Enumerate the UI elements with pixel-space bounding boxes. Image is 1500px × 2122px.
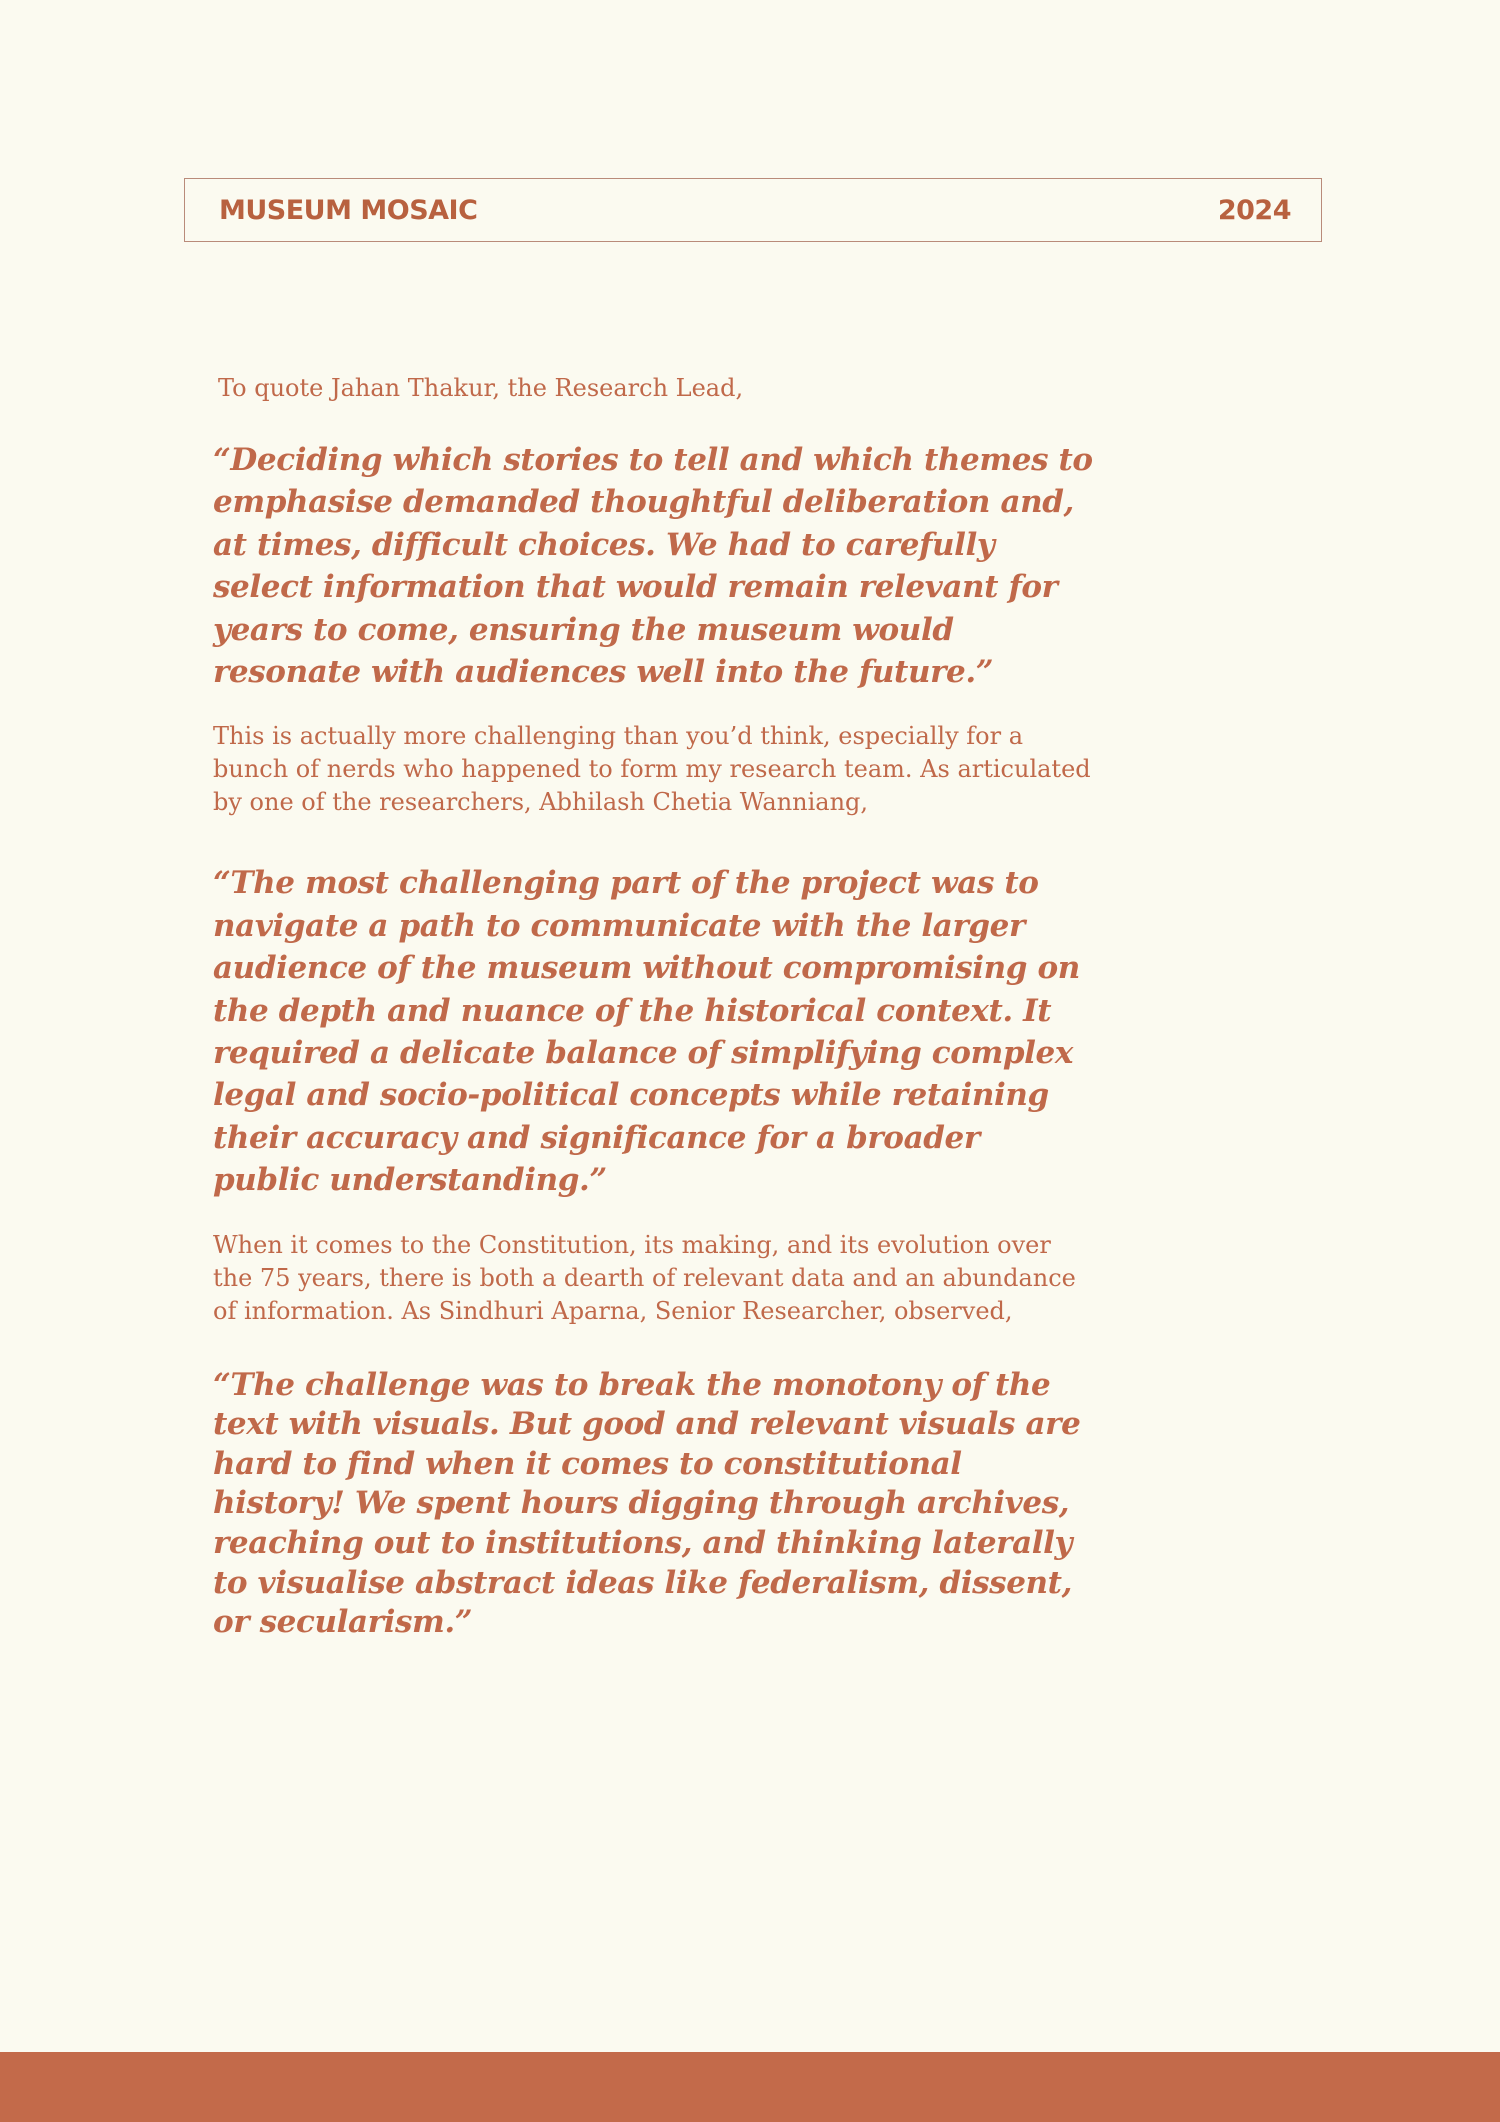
intro-text: To quote Jahan Thakur, the Research Lead, — [218, 374, 744, 402]
paragraph-constitution: When it comes to the Constitution, its making, and its evolution over the 75 years, there is both a dearth of relevant data and an abundance of information. As Sindhuri Aparna, Senior Researcher, observed, — [213, 1230, 1076, 1325]
paragraph-research-team: This is actually more challenging than you’d think, especially for a bunch of nerds who happened to form my research team. As articulated by one of the researchers, Abhilash Chetia Wanniang, — [213, 722, 1091, 817]
publication-year: 2024 — [1217, 195, 1291, 226]
quote-jahan-thakur: “Deciding which stories to tell and which themes to emphasise demanded thoughtful deliberation and, at times, difficult choices. We had to carefully select information that would remain relevant for years to come, ensuring the museum would resonate with audiences well into the future.” — [213, 442, 1093, 691]
footer-bar — [0, 2052, 1500, 2122]
quote-abhilash-chetia-wanniang: “The most challenging part of the project was to navigate a path to communicate with the larger audience of the museum without compromising on the depth and nuance of the historical context. It required a delicate balance of simplifying complex legal and socio-political concepts while retaining their accuracy and significance for a broader public understanding.” — [213, 865, 1080, 1199]
article-body — [213, 372, 1093, 1643]
quote-sindhuri-aparna: “The challenge was to break the monotony of the text with visuals. But good and relevant visuals are hard to find when it comes to constitutional history! We spent hours digging through archives, reaching out to institutions, and thinking laterally to visualise abstract ideas like federalism, dissent, or secularism.” — [213, 1366, 1081, 1641]
publication-title: MUSEUM MOSAIC — [219, 195, 478, 226]
header-box — [184, 178, 1322, 242]
